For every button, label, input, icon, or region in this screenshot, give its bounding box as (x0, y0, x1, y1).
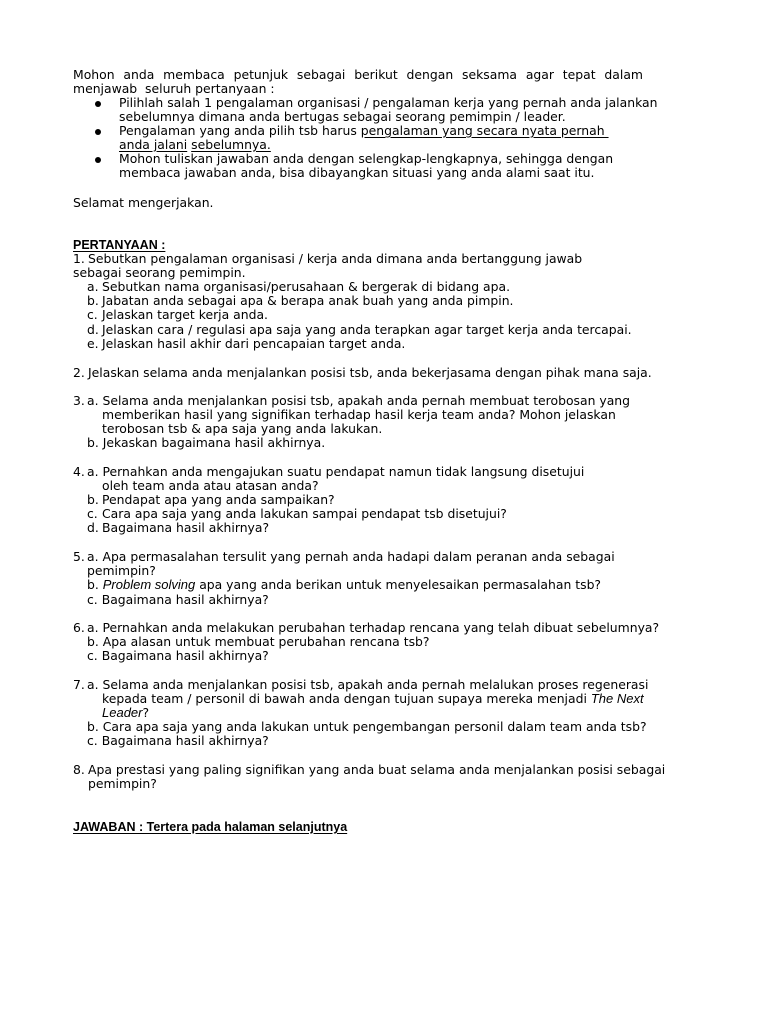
question-7-b: b. Cara apa saja yang anda lakukan untuk pengembangan personil dalam team anda tsb? (87, 719, 647, 734)
question-5-number: 5. (73, 549, 85, 564)
question-4-sub-text: Pendapat apa yang anda sampaikan? (102, 492, 335, 507)
bullet-icon (95, 101, 101, 107)
question-7-a-line-1: a. Selama anda menjalankan posisi tsb, apakah anda pernah melalukan proses regenerasi (87, 677, 649, 692)
question-3-a-line-3: terobosan tsb & apa saja yang anda lakukan. (102, 421, 383, 436)
question-4-sub-marker: b. (87, 492, 99, 507)
question-6-a: a. Pernahkan anda melakukan perubahan terhadap rencana yang telah dibuat sebelumnya? (87, 620, 660, 635)
question-1-sub-text: Sebutkan nama organisasi/perusahaan & bergerak di bidang apa. (102, 279, 511, 294)
question-6-c: c. Bagaimana hasil akhirnya? (87, 648, 269, 663)
question-7-a-line-2 (102, 692, 644, 706)
question-1-sub-text: Jelaskan hasil akhir dari pencapaian target anda. (102, 336, 406, 351)
bullet-3-line-1: Mohon tuliskan jawaban anda dengan selengkap-lengkapnya, sehingga dengan (119, 151, 614, 166)
intro-line-2: menjawab seluruh pertanyaan : (73, 81, 275, 96)
bullet-2-underlined-text: sebelumnya. (191, 137, 271, 152)
question-1-sub-text: Jabatan anda sebagai apa & berapa anak buah yang anda pimpin. (102, 293, 514, 308)
question-7-a-text: ? (142, 705, 150, 720)
question-7-a-italic: Leader (102, 705, 143, 720)
greeting: Selamat mengerjakan. (73, 195, 214, 210)
question-4-number: 4. (73, 464, 85, 479)
question-4-sub-marker: d. (87, 520, 99, 535)
bullet-2-underlined-text: pengalaman yang secara nyata pernah (360, 123, 609, 138)
question-1-sub-marker: a. (87, 279, 99, 294)
question-4-sub-text: Cara apa saja yang anda lakukan sampai pendapat tsb disetujui? (102, 506, 507, 521)
question-1-sub-marker: b. (87, 293, 99, 308)
question-8-line-1: Apa prestasi yang paling signifikan yang anda buat selama anda menjalankan posisi sebagai (88, 762, 666, 777)
question-5-b-text: apa yang anda berikan untuk menyelesaikan permasalahan tsb? (195, 577, 602, 592)
question-7-number: 7. (73, 677, 85, 692)
question-8-number: 8. (73, 762, 85, 777)
answer-note: JAWABAN : Tertera pada halaman selanjutnya (73, 820, 348, 834)
question-1-sub-text: Jelaskan target kerja anda. (102, 307, 268, 322)
question-1-sub-marker: e. (87, 336, 99, 351)
question-5-b-italic: Problem solving (102, 577, 196, 592)
question-5-b-marker: b. (87, 577, 103, 592)
bullet-1-line-2: sebelumnya dimana anda bertugas sebagai seorang pemimpin / leader. (119, 109, 566, 124)
question-4-a-line-1: a. Pernahkan anda mengajukan suatu pendapat namun tidak langsung disetujui (87, 464, 585, 479)
question-5-c: c. Bagaimana hasil akhirnya? (87, 592, 269, 607)
intro-line-1: Mohon anda membaca petunjuk sebagai berikut dengan seksama agar tepat dalam (73, 67, 643, 82)
bullet-1-line-1: Pilihlah salah 1 pengalaman organisasi / pengalaman kerja yang pernah anda jalankan (119, 95, 658, 110)
question-5-a-line-1: a. Apa permasalahan tersulit yang pernah anda hadapi dalam peranan anda sebagai (87, 549, 615, 564)
question-6-b: b. Apa alasan untuk membuat perubahan rencana tsb? (87, 634, 430, 649)
bullet-icon (95, 129, 101, 135)
question-1-number: 1. (73, 251, 85, 266)
bullet-icon (95, 157, 101, 163)
question-6-number: 6. (73, 620, 85, 635)
question-1-sub-marker: d. (87, 322, 99, 337)
questions-heading: PERTANYAAN : (73, 238, 166, 252)
question-2-number: 2. (73, 365, 85, 380)
question-3-number: 3. (73, 393, 85, 408)
question-3-a-line-1: a. Selama anda menjalankan posisi tsb, apakah anda pernah membuat terobosan yang (87, 393, 631, 408)
question-7-a-text: kepada team / personil di bawah anda dengan tujuan supaya mereka menjadi (102, 691, 591, 706)
question-1-line-1: Sebutkan pengalaman organisasi / kerja anda dimana anda bertanggung jawab (88, 251, 583, 266)
question-4-sub-text: Bagaimana hasil akhirnya? (102, 520, 270, 535)
question-3-b: b. Jekaskan bagaimana hasil akhirnya. (87, 435, 326, 450)
question-4-a-line-2: oleh team anda atau atasan anda? (102, 478, 319, 493)
question-1-sub-text: Jelaskan cara / regulasi apa saja yang anda terapkan agar target kerja anda tercapai. (102, 322, 632, 337)
question-2-line-1: Jelaskan selama anda menjalankan posisi tsb, anda bekerjasama dengan pihak mana saja. (88, 365, 652, 380)
question-1-line-2: sebagai seorang pemimpin. (73, 265, 246, 280)
question-3-a-line-2: memberikan hasil yang signifikan terhadap hasil kerja team anda? Mohon jelaskan (102, 407, 616, 422)
question-5-a-line-2: pemimpin? (87, 563, 156, 578)
bullet-3-line-2: membaca jawaban anda, bisa dibayangkan situasi yang anda alami saat itu. (119, 165, 595, 180)
question-4-sub-marker: c. (87, 506, 98, 521)
question-5-b (87, 578, 601, 592)
question-1-sub-marker: c. (87, 307, 98, 322)
bullet-2-underlined-text: anda jalani (119, 137, 188, 152)
question-7-a-italic: The Next (590, 691, 644, 706)
bullet-2-text: Pengalaman yang anda pilih tsb harus (119, 123, 361, 138)
question-7-c: c. Bagaimana hasil akhirnya? (87, 733, 269, 748)
question-8-line-2: pemimpin? (88, 776, 157, 791)
